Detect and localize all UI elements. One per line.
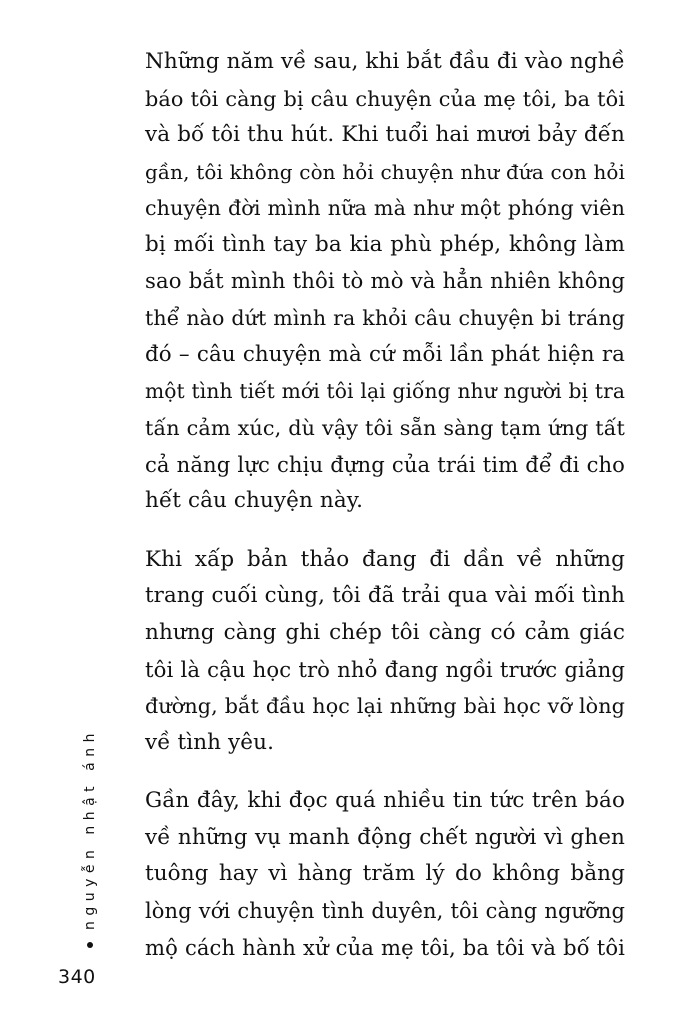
body-text: [145, 44, 625, 988]
page-number: 340: [58, 966, 96, 988]
paragraph-2: [145, 542, 625, 762]
text-line: mộ cách hành xử của mẹ tôi, ba tôi và bố tôi: [145, 934, 625, 960]
text-line: trang cuối cùng, tôi đã trải qua vài mối tình: [145, 583, 625, 609]
running-head: [82, 728, 98, 948]
author-name: nguyễn nhật ánh: [82, 728, 98, 930]
text-line: tuông hay vì hàng trăm lý do không bằng: [145, 861, 625, 887]
text-line: tấn cảm xúc, dù vậy tôi sẵn sàng tạm ứng tất: [145, 415, 625, 440]
text-line: cả năng lực chịu đựng của trái tim để đi cho: [145, 451, 625, 477]
text-line: Gần đây, khi đọc quá nhiều tin tức trên báo: [145, 788, 625, 814]
paragraph-3: [145, 783, 625, 966]
text-line: Những năm về sau, khi bắt đầu đi vào nghề: [145, 49, 625, 74]
text-line: nhưng càng ghi chép tôi càng có cảm giác: [145, 619, 625, 645]
text-line: Khi xấp bản thảo đang đi dần về những: [145, 546, 625, 572]
text-line: tôi là cậu học trò nhỏ đang ngồi trước giảng: [145, 656, 625, 682]
text-line: đường, bắt đầu học lại những bài học vỡ lòng: [145, 694, 625, 719]
text-line: gần, tôi không còn hỏi chuyện như đứa con hỏi: [145, 159, 625, 184]
text-line: bị mối tình tay ba kia phù phép, không làm: [145, 231, 625, 257]
text-line: và bố tôi thu hút. Khi tuổi hai mươi bảy đến: [145, 122, 625, 148]
paragraph-1: [145, 44, 625, 520]
text-line: thể nào dứt mình ra khỏi câu chuyện bi tráng: [145, 306, 625, 331]
text-line: đó – câu chuyện mà cứ mỗi lần phát hiện ra: [145, 341, 625, 367]
text-line: sao bắt mình thôi tò mò và hẳn nhiên không: [145, 268, 625, 294]
text-line: báo tôi càng bị câu chuyện của mẹ tôi, ba tôi: [145, 86, 625, 111]
text-line: một tình tiết mới tôi lại giống như người bị tra: [145, 379, 625, 404]
text-line: về những vụ manh động chết người vì ghen: [145, 824, 625, 850]
bullet-icon: [87, 942, 93, 948]
text-line: hết câu chuyện này.: [145, 488, 364, 514]
text-line: chuyện đời mình nữa mà như một phóng viên: [145, 196, 625, 221]
text-line: về tình yêu.: [145, 729, 275, 755]
text-line: lòng với chuyện tình duyên, tôi càng ngưỡng: [145, 899, 625, 924]
